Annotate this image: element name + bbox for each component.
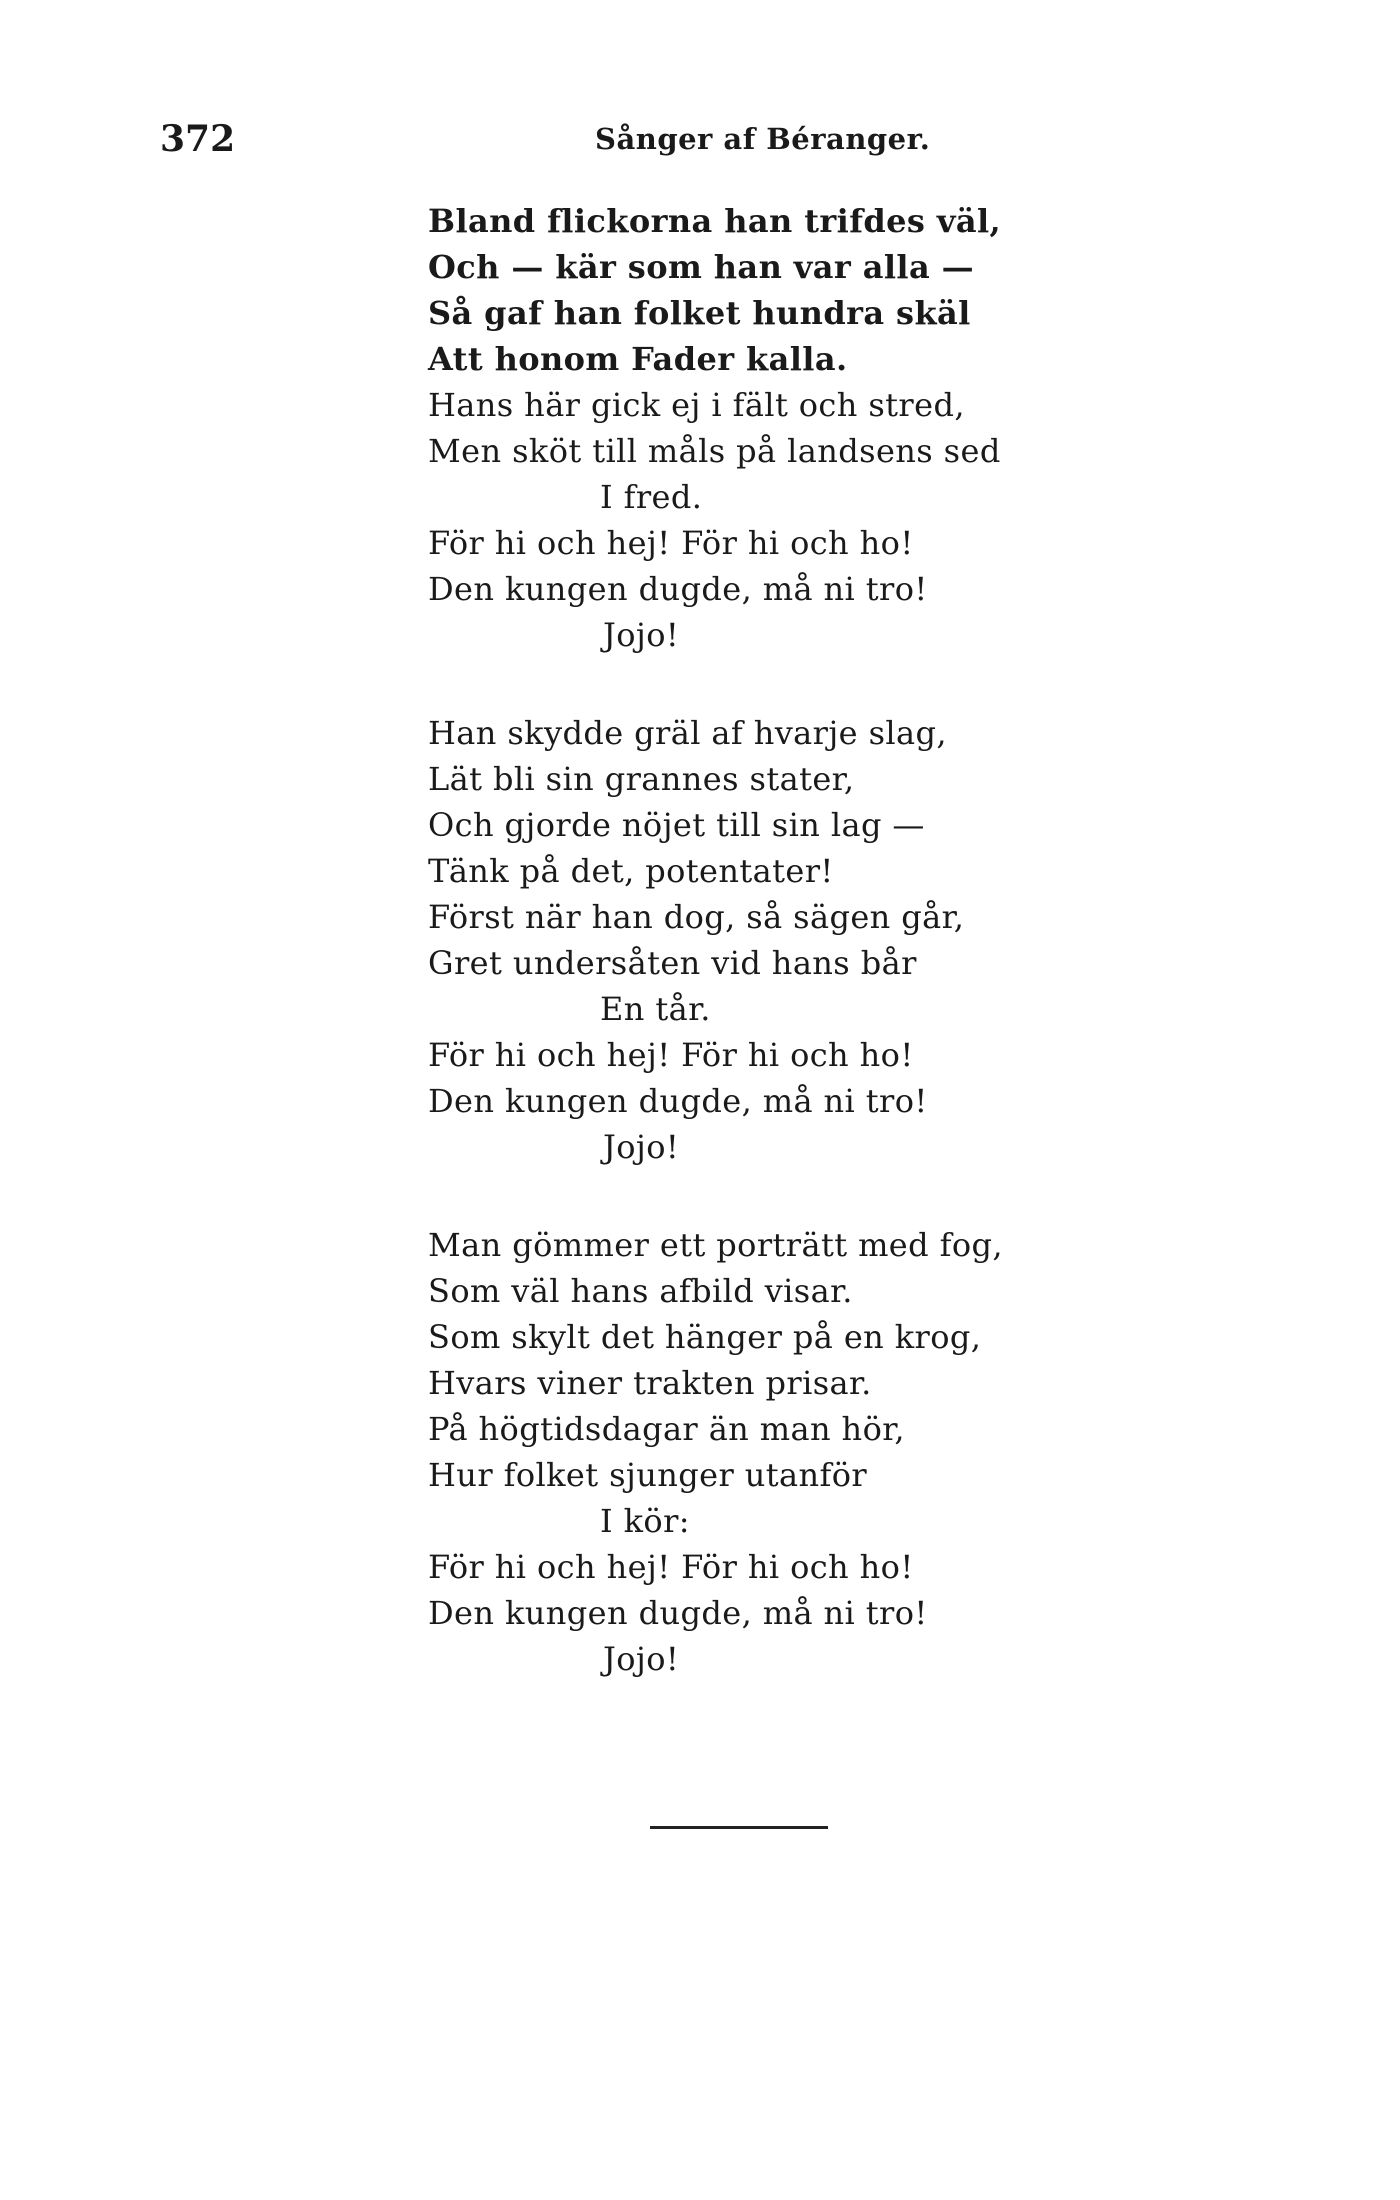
verse-line: Så gaf han folket hundra skäl [428,294,971,332]
verse-line: Som skylt det hänger på en krog, [428,1318,982,1356]
stanza-2 [428,710,964,1170]
refrain-line: Den kungen dugde, må ni tro! [428,570,928,608]
running-title: Sånger af Béranger. [595,122,931,156]
refrain-end: Jojo! [603,1640,680,1678]
verse-line: Gret undersåten vid hans bår [428,944,917,982]
refrain-line: För hi och hej! För hi och ho! [428,1036,914,1074]
verse-line: Som väl hans afbild visar. [428,1272,853,1310]
verse-line: Hur folket sjunger utanför [428,1456,868,1494]
stanza-3 [428,1222,1003,1682]
verse-line: Att honom Fader kalla. [428,340,848,378]
verse-line: Först när han dog, så sägen går, [428,898,965,936]
refrain-line: Den kungen dugde, må ni tro! [428,1594,928,1632]
verse-line: Hans här gick ej i fält och stred, [428,386,965,424]
verse-line: Han skydde gräl af hvarje slag, [428,714,947,752]
verse-line: Hvars viner trakten prisar. [428,1364,872,1402]
verse-line: På högtidsdagar än man hör, [428,1410,905,1448]
verse-line: Man gömmer ett porträtt med fog, [428,1226,1003,1264]
verse-line: Tänk på det, potentater! [428,852,834,890]
stanza-1 [428,198,1001,658]
refrain-end: Jojo! [603,616,680,654]
closing-rule [650,1826,828,1829]
verse-line: Men sköt till måls på landsens sed [428,432,1001,470]
refrain-line: Den kungen dugde, må ni tro! [428,1082,928,1120]
verse-line: Och gjorde nöjet till sin lag — [428,806,925,844]
verse-line: Och — kär som han var alla — [428,248,975,286]
verse-short-line: I kör: [600,1502,690,1540]
refrain-line: För hi och hej! För hi och ho! [428,524,914,562]
refrain-line: För hi och hej! För hi och ho! [428,1548,914,1586]
verse-line: Bland flickorna han trifdes väl, [428,202,1002,240]
page-number: 372 [160,118,236,160]
verse-short-line: En tår. [600,990,711,1028]
refrain-end: Jojo! [603,1128,680,1166]
verse-line: Lät bli sin grannes stater, [428,760,855,798]
verse-short-line: I fred. [600,478,703,516]
